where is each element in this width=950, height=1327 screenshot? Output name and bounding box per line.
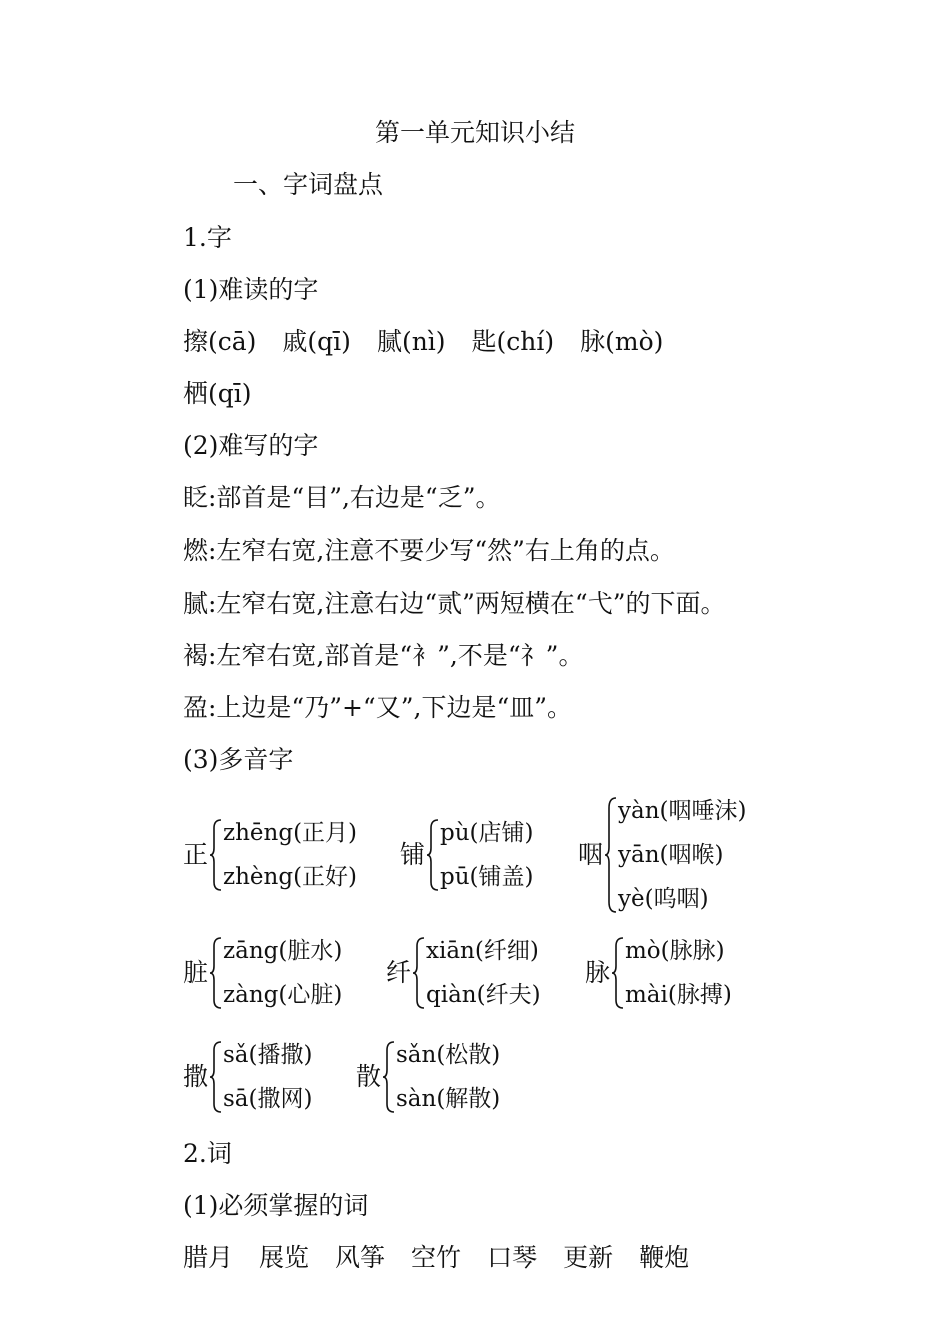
polyphone-reading: mài(脉搏) xyxy=(625,982,732,1008)
polyphone-reading: sā(撒网) xyxy=(223,1086,313,1112)
hard-write-item: 腻:左窄右宽,注意右边“贰”两短横在“弋”的下面。 xyxy=(183,589,726,618)
hard-read-row xyxy=(183,327,689,357)
section-heading: 一、字词盘点 xyxy=(233,170,384,199)
word-item: 空竹 xyxy=(411,1243,462,1272)
must-words-heading: (1)必须掌握的词 xyxy=(183,1191,369,1220)
brace-icon xyxy=(209,1040,223,1114)
polyphone-char: 正 xyxy=(183,840,209,869)
hard-write-item: 褐:左窄右宽,部首是“衤”,不是“礻”。 xyxy=(183,641,584,670)
polyphone-reading: sǎn(松散) xyxy=(396,1042,501,1068)
brace-icon xyxy=(209,818,223,892)
polyphone-char: 撒 xyxy=(183,1062,209,1091)
pinyin-item: 擦(cā) xyxy=(183,327,257,356)
polyphone-reading: pū(铺盖) xyxy=(440,864,534,890)
polyphone-group xyxy=(386,936,576,1010)
word-item: 风筝 xyxy=(335,1243,386,1272)
hard-write-item: 眨:部首是“目”,右边是“乏”。 xyxy=(183,483,501,512)
polyphone-reading: zāng(脏水) xyxy=(223,938,343,964)
word-item: 口琴 xyxy=(487,1243,538,1272)
word-item: 展览 xyxy=(259,1243,310,1272)
subsection-heading: 2.词 xyxy=(183,1139,232,1168)
brace-icon xyxy=(604,796,618,914)
polyphone-reading: zàng(心脏) xyxy=(223,982,343,1008)
polyphone-group xyxy=(400,818,560,892)
pinyin-item: 腻(nì) xyxy=(376,327,446,356)
polyphone-char: 脉 xyxy=(585,958,611,987)
pinyin-item: 脉(mò) xyxy=(580,327,664,356)
polyphone-group xyxy=(183,818,383,892)
polyphone-reading: mò(脉脉) xyxy=(625,938,725,964)
polyphone-group xyxy=(578,796,788,914)
polyphone-reading: yè(呜咽) xyxy=(618,886,709,912)
polyphone-char: 散 xyxy=(356,1062,382,1091)
polyphone-heading: (3)多音字 xyxy=(183,745,294,774)
polyphone-reading: zhèng(正好) xyxy=(223,864,358,890)
polyphone-reading: yān(咽喉) xyxy=(618,842,724,868)
polyphone-reading: sàn(解散) xyxy=(396,1086,501,1112)
hard-write-item: 燃:左窄右宽,注意不要少写“然”右上角的点。 xyxy=(183,536,675,565)
pinyin-item: 戚(qī) xyxy=(282,327,351,356)
polyphone-reading: qiàn(纤夫) xyxy=(426,982,541,1008)
word-item: 鞭炮 xyxy=(639,1243,690,1272)
polyphone-group xyxy=(183,1040,353,1114)
hard-write-heading: (2)难写的字 xyxy=(183,431,319,460)
polyphone-reading: xiān(纤细) xyxy=(426,938,539,964)
subsection-heading: 1.字 xyxy=(183,223,232,252)
polyphone-char: 铺 xyxy=(400,840,426,869)
brace-icon xyxy=(412,936,426,1010)
polyphone-group xyxy=(585,936,775,1010)
word-item: 更新 xyxy=(563,1243,614,1272)
polyphone-reading: zhēng(正月) xyxy=(223,820,358,846)
hard-write-item: 盈:上边是“乃”+“又”,下边是“皿”。 xyxy=(183,693,573,722)
polyphone-group xyxy=(183,936,383,1010)
polyphone-reading: yàn(咽唾沫) xyxy=(618,798,747,824)
polyphone-group xyxy=(356,1040,546,1114)
polyphone-char: 脏 xyxy=(183,958,209,987)
brace-icon xyxy=(611,936,625,1010)
word-item: 腊月 xyxy=(183,1243,234,1272)
brace-icon xyxy=(426,818,440,892)
polyphone-char: 咽 xyxy=(578,840,604,869)
hard-read-heading: (1)难读的字 xyxy=(183,275,319,304)
polyphone-reading: pù(店铺) xyxy=(440,820,534,846)
page-title: 第一单元知识小结 xyxy=(374,118,575,147)
brace-icon xyxy=(209,936,223,1010)
pinyin-item: 匙(chí) xyxy=(471,327,555,356)
polyphone-reading: sǎ(播撒) xyxy=(223,1042,313,1068)
polyphone-char: 纤 xyxy=(386,958,412,987)
pinyin-item: 栖(qī) xyxy=(183,379,252,408)
brace-icon xyxy=(382,1040,396,1114)
must-words-row xyxy=(183,1243,715,1273)
